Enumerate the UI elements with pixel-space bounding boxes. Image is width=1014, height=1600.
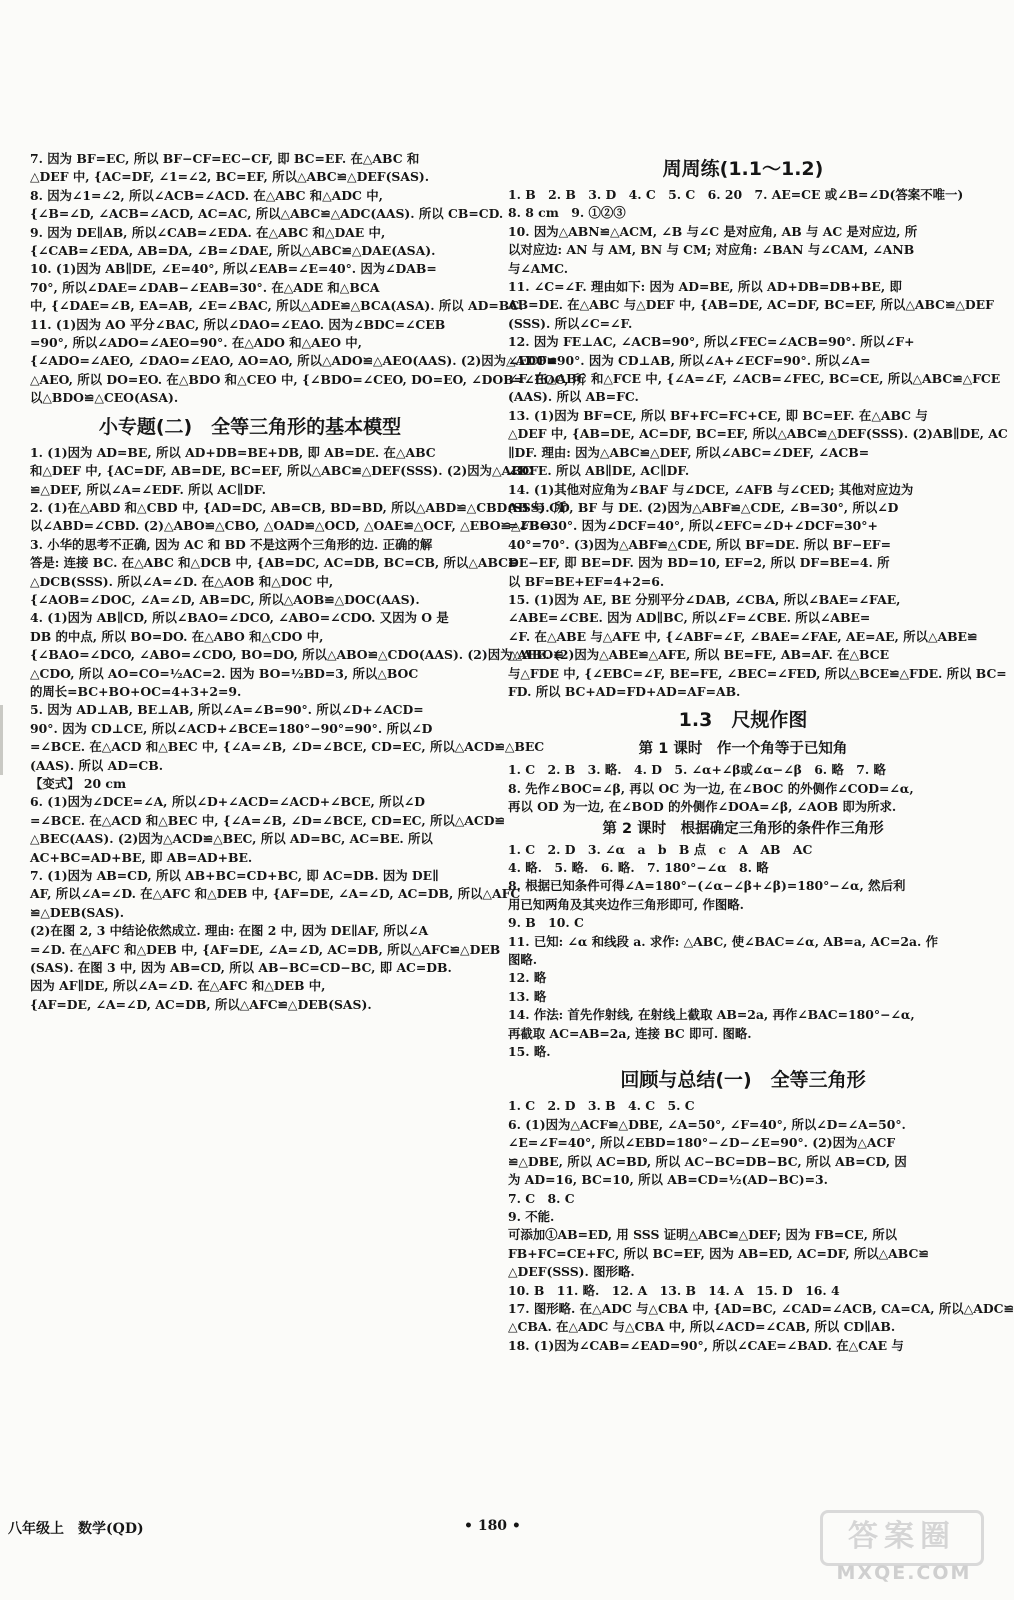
answer-line: 用已知两角及其夹边作三角形即可, 作图略. bbox=[508, 896, 744, 912]
answer-line: 以对应边: AN 与 AM, BN 与 CM; 对应角: ∠BAN 与∠CAM, ∠ANB bbox=[508, 242, 915, 258]
answer-line: 7. 因为 BF=EC, 所以 BF−CF=EC−CF, 即 BC=EF. 在△ABC 和 bbox=[30, 151, 420, 166]
watermark-url: MXQE.COM bbox=[836, 1562, 972, 1584]
answer-line: △DEF 中, {AC=DF, ∠1=∠2, BC=EF, 所以△ABC≌△DEF(SAS). bbox=[30, 169, 430, 185]
answer-line: 1. C 2. D 3. ∠α a b B 点 c A AB AC bbox=[508, 841, 813, 857]
answer-line: 因为 AF∥DE, 所以∠A=∠D. 在△AFC 和△DEB 中, bbox=[30, 978, 326, 994]
answer-line: 1. B 2. B 3. D 4. C 5. C 6. 20 7. AE=CE 或∠B=∠D(答案不唯一) bbox=[508, 187, 964, 202]
answer-line: =90°, 所以∠ADO=∠AEO=90°. 在△ADO 和△AEO 中, bbox=[30, 335, 362, 351]
answer-line: 8. 8 cm 9. ①②③ bbox=[508, 205, 626, 221]
answer-line: 10. (1)因为 AB∥DE, ∠E=40°, 所以∠EAB=∠E=40°. 因为∠DAB= bbox=[30, 261, 437, 277]
answer-line: 可添加①AB=ED, 用 SSS 证明△ABC≌△DEF; 因为 FB=CE, 所以 bbox=[508, 1227, 898, 1243]
subsection-heading: 第 1 课时 作一个角等于已知角 bbox=[638, 741, 848, 758]
answer-line: 5. 因为 AD⊥AB, BE⊥AB, 所以∠A=∠B=90°. 所以∠D+∠ACD= bbox=[30, 702, 424, 718]
answer-line: 图略. bbox=[508, 952, 538, 968]
answer-line: 1. C 2. D 3. B 4. C 5. C bbox=[508, 1098, 695, 1114]
answer-line: =∠D. 在△AFC 和△DEB 中, {AF=DE, ∠A=∠D, AC=DB, 所以△AFC≌△DEB bbox=[30, 941, 501, 957]
answer-line: (SSS). 所以∠C=∠F. bbox=[508, 315, 633, 331]
answer-line: 6. (1)因为∠DCE=∠A, 所以∠D+∠ACD=∠ACD+∠BCE, 所以∠D bbox=[30, 794, 425, 810]
answer-line: {AF=DE, ∠A=∠D, AC=DB, 所以△AFC≌△DEB(SAS). bbox=[30, 996, 372, 1012]
section-heading: 小专题(二) 全等三角形的基本模型 bbox=[98, 415, 402, 438]
answer-line: (AAS). 所以 AD=CB. bbox=[30, 757, 164, 773]
answer-line: 8. 因为∠1=∠2, 所以∠ACB=∠ACD. 在△ABC 和△ADC 中, bbox=[30, 187, 383, 203]
answer-line: △AEO, 所以 DO=EO. 在△BDO 和△CEO 中, {∠BDO=∠CEO, DO=EO, ∠DOB=∠EOC, 所 bbox=[30, 371, 586, 387]
answer-line: 13. (1)因为 BF=CE, 所以 BF+FC=FC+CE, 即 BC=EF. 在△ABC 与 bbox=[508, 407, 928, 423]
answer-line: 14. (1)其他对应角为∠BAF 与∠DCE, ∠AFB 与∠CED; 其他对应边为 bbox=[508, 481, 914, 497]
answer-line: {∠AOB=∠DOC, ∠A=∠D, AB=DC, 所以△AOB≌△DOC(AAS). bbox=[30, 591, 420, 607]
answer-line: 11. (1)因为 AO 平分∠BAC, 所以∠DAO=∠EAO. 因为∠BDC=∠CEB bbox=[30, 316, 446, 332]
answer-line: △CBA. 在△ADC 与△CBA 中, 所以∠ACD=∠CAB, 所以 CD∥AB. bbox=[508, 1319, 896, 1335]
answer-line: 11. ∠C=∠F. 理由如下: 因为 AD=BE, 所以 AD+DB=DB+BE, 即 bbox=[508, 279, 902, 295]
answer-line: ∠ABE=∠CBE. 因为 AD∥BC, 所以∠F=∠CBE. 所以∠ABE= bbox=[508, 610, 871, 626]
answer-line: 1. (1)因为 AD=BE, 所以 AD+DB=BE+DB, 即 AB=DE. 在△ABC bbox=[30, 444, 436, 460]
answer-line: 的周长=BC+BO+OC=4+3+2=9. bbox=[30, 683, 242, 699]
answer-line: △CDO, 所以 AO=CO=½AC=2. 因为 BO=½BD=3, 所以△BOC bbox=[30, 665, 419, 681]
answer-line: (SAS). 在图 3 中, 因为 AB=CD, 所以 AB−BC=CD−BC, 即 AC=DB. bbox=[30, 960, 452, 976]
answer-line: 与∠AMC. bbox=[508, 260, 569, 276]
answer-line: △DEF 中, {AB=DE, AC=DF, BC=EF, 所以△ABC≌△DEF(SSS). (2)AB∥DE, AC bbox=[508, 426, 1008, 442]
answer-line: 7. (1)因为 AB=CD, 所以 AB+BC=CD+BC, 即 AC=DB. 因为 DE∥ bbox=[30, 868, 439, 884]
answer-line: 13. 略 bbox=[508, 988, 547, 1004]
answer-line: AB 与 CD, BF 与 DE. (2)因为△ABF≌△CDE, ∠B=30°, 所以∠D bbox=[508, 499, 899, 515]
answer-line: 40°=70°. (3)因为△ABF≌△CDE, 所以 BF=DE. 所以 BF−EF= bbox=[508, 536, 891, 552]
answer-line: =∠BCE. 在△ACD 和△BEC 中, {∠A=∠B, ∠D=∠BCE, CD=EC, 所以△ACD≌ bbox=[30, 812, 505, 828]
answer-line: 12. 略 bbox=[508, 970, 547, 986]
answer-line: 答是: 连接 BC. 在△ABC 和△DCB 中, {AB=DC, AC=DB, BC=CB, 所以△ABC≌ bbox=[30, 555, 519, 571]
answer-line: (2)在图 2, 3 中结论依然成立. 理由: 在图 2 中, 因为 DE∥AF, 所以∠A bbox=[30, 923, 429, 939]
answer-line: 8. 根据已知条件可得∠A=180°−(∠α−∠β+∠β)=180°−∠α, 然后利 bbox=[508, 878, 906, 894]
answer-line: 4. (1)因为 AB∥CD, 所以∠BAO=∠DCO, ∠ABO=∠CDO. 又因为 O 是 bbox=[30, 610, 449, 626]
answer-line: 3. 小华的思考不正确, 因为 AC 和 BD 不是这两个三角形的边. 正确的解 bbox=[30, 536, 433, 552]
answer-line: ≌△DEF, 所以∠A=∠EDF. 所以 AC∥DF. bbox=[30, 481, 266, 497]
answer-line: =∠B=30°. 因为∠DCF=40°, 所以∠EFC=∠D+∠DCF=30°+ bbox=[508, 518, 878, 534]
answer-line: {∠ADO=∠AEO, ∠DAO=∠EAO, AO=AO, 所以△ADO≌△AEO(AAS). (2)因为△ADO≌ bbox=[30, 353, 558, 369]
answer-line: 9. 不能. bbox=[508, 1208, 555, 1224]
answer-line: 11. 已知: ∠α 和线段 a. 求作: △ABC, 使∠BAC=∠α, AB=a, AC=2a. 作 bbox=[508, 933, 938, 949]
answer-line: 7. C 8. C bbox=[508, 1190, 575, 1206]
answer-line: 和△DEF 中, {AC=DF, AB=DE, BC=EF, 所以△ABC≌△DEF(SSS). (2)因为△ABC bbox=[30, 463, 532, 479]
scan-edge-mark bbox=[0, 705, 3, 775]
answer-line: 再截取 AC=AB=2a, 连接 BC 即可. 图略. bbox=[508, 1025, 752, 1041]
page-number: • 180 • bbox=[464, 1518, 521, 1534]
watermark-logo bbox=[824, 1510, 984, 1586]
answer-line: 再以 OD 为一边, 在∠BOD 的外侧作∠DOA=∠β, ∠AOB 即为所求. bbox=[508, 799, 897, 815]
answer-line: ∠F. 在△ABC 和△FCE 中, {∠A=∠F, ∠ACB=∠FEC, BC=CE, 所以△ABC≌△FCE bbox=[508, 371, 1001, 387]
answer-line: 1. C 2. B 3. 略. 4. D 5. ∠α+∠β或∠α−∠β 6. 略 7. 略 bbox=[508, 762, 886, 778]
answer-line: 15. 略. bbox=[508, 1044, 551, 1060]
answer-line: ≌△DBE, 所以 AC=BD, 所以 AC−BC=DB−BC, 所以 AB=CD, 因 bbox=[508, 1153, 907, 1169]
answer-line: 与△FDE 中, {∠EBC=∠F, BE=FE, ∠BEC=∠FED, 所以△BCE≌△FDE. 所以 BC= bbox=[508, 665, 1007, 681]
answer-line: 12. 因为 FE⊥AC, ∠ACB=90°, 所以∠FEC=∠ACB=90°. 所以∠F+ bbox=[508, 334, 915, 350]
answer-line: FD. 所以 BC+AD=FD+AD=AF=AB. bbox=[508, 683, 741, 699]
answer-line: △DEF(SSS). 图形略. bbox=[508, 1264, 635, 1280]
answer-line: 10. 因为△ABN≌△ACM, ∠B 与∠C 是对应角, AB 与 AC 是对应边, 所 bbox=[508, 223, 918, 239]
answer-line: DE−EF, 即 BE=DF. 因为 BD=10, EF=2, 所以 DF=BE=4. 所 bbox=[508, 555, 890, 571]
answer-line: 4. 略. 5. 略. 6. 略. 7. 180°−∠α 8. 略 bbox=[508, 860, 769, 875]
answer-line: 18. (1)因为∠CAB=∠EAD=90°, 所以∠CAE=∠BAD. 在△CAE 与 bbox=[508, 1337, 904, 1353]
answer-line: 【变式】 20 cm bbox=[30, 776, 127, 791]
answer-line: 为 AD=16, BC=10, 所以 AB=CD=½(AD−BC)=3. bbox=[508, 1172, 828, 1188]
answer-line: AF, 所以∠A=∠D. 在△AFC 和△DEB 中, {AF=DE, ∠A=∠D, AC=DB, 所以△AFC bbox=[30, 886, 521, 902]
answer-line: 9. B 10. C bbox=[508, 915, 584, 931]
answer-line: ∥DF. 理由: 因为△ABC≌△DEF, 所以∠ABC=∠DEF, ∠ACB= bbox=[508, 444, 870, 460]
answer-line: 以 BF=BE+EF=4+2=6. bbox=[508, 573, 665, 589]
answer-line: {∠BAO=∠DCO, ∠ABO=∠CDO, BO=DO, 所以△ABO≌△CDO(AAS). (2)因为△ABO≌ bbox=[30, 647, 564, 663]
answer-line: 以△BDO≌△CEO(ASA). bbox=[30, 390, 179, 406]
answer-line: 90°. 因为 CD⊥CE, 所以∠ACD+∠BCE=180°−90°=90°. 所以∠D bbox=[30, 720, 433, 736]
answer-line: 10. B 11. 略. 12. A 13. B 14. A 15. D 16. 4 bbox=[508, 1282, 840, 1298]
answer-line: 14. 作法: 首先作射线, 在射线上截取 AB=2a, 再作∠BAC=180°−∠α, bbox=[508, 1007, 915, 1023]
answer-line: 70°, 所以∠DAE=∠DAB−∠EAB=30°. 在△ADE 和△BCA bbox=[30, 279, 380, 295]
section-heading: 周周练(1.1～1.2) bbox=[662, 158, 824, 180]
section-heading: 1.3 尺规作图 bbox=[678, 709, 808, 732]
answer-line: AC+BC=AD+BE, 即 AB=AD+BE. bbox=[30, 849, 253, 865]
answer-line: {∠CAB=∠EDA, AB=DA, ∠B=∠DAE, 所以△ABC≌△DAE(ASA). bbox=[30, 243, 436, 259]
subsection-heading: 第 2 课时 根据确定三角形的条件作三角形 bbox=[602, 820, 884, 837]
answer-line: 中, {∠DAE=∠B, EA=AB, ∠E=∠BAC, 所以△ADE≌△BCA(ASA). 所以 AD=BC. bbox=[30, 298, 524, 314]
footer-grade-subject: 八年级上 数学(QD) bbox=[8, 1521, 144, 1537]
section-heading: 回顾与总结(一) 全等三角形 bbox=[620, 1069, 866, 1092]
answer-line: 8. 先作∠BOC=∠β, 再以 OC 为一边, 在∠BOC 的外侧作∠COD=∠α, bbox=[508, 780, 914, 796]
answer-line: 以∠ABD=∠CBD. (2)△ABO≌△CBO, △OAD≌△OCD, △OAE≌△OCF, △EBO≌△FBO. bbox=[30, 518, 555, 534]
answer-line: △AFE. (2)因为△ABE≌△AFE, 所以 BE=FE, AB=AF. 在△BCE bbox=[508, 647, 890, 663]
answer-line: 9. 因为 DE∥AB, 所以∠CAB=∠EDA. 在△ABC 和△DAE 中, bbox=[30, 224, 386, 240]
answer-line: =∠BCE. 在△ACD 和△BEC 中, {∠A=∠B, ∠D=∠BCE, CD=EC, 所以△ACD≌△BEC bbox=[30, 739, 545, 755]
answer-line: (AAS). 所以 AB=FC. bbox=[508, 389, 639, 405]
answer-line: ≌△DEB(SAS). bbox=[30, 904, 125, 920]
answer-line: DB 的中点, 所以 BO=DO. 在△ABO 和△CDO 中, bbox=[30, 628, 324, 644]
answer-line: △DCB(SSS). 所以∠A=∠D. 在△AOB 和△DOC 中, bbox=[30, 573, 334, 589]
answer-line: {∠B=∠D, ∠ACB=∠ACD, AC=AC, 所以△ABC≌△ADC(AAS). 所以 CB=CD. bbox=[30, 206, 504, 222]
answer-line: FB+FC=CE+FC, 所以 BC=EF, 因为 AB=ED, AC=DF, 所以△ABC≌ bbox=[508, 1245, 929, 1261]
right-column bbox=[508, 150, 1014, 1355]
answer-line: ∠DFE. 所以 AB∥DE, AC∥DF. bbox=[508, 463, 690, 479]
answer-line: △BEC(AAS). (2)因为△ACD≌△BEC, 所以 AD=BC, AC=BE. 所以 bbox=[30, 831, 433, 847]
answer-line: ∠E=∠F=40°, 所以∠EBD=180°−∠D−∠E=90°. (2)因为△ACF bbox=[508, 1135, 896, 1151]
answer-line: 17. 图形略. 在△ADC 与△CBA 中, {AD=BC, ∠CAD=∠ACB, CA=CA, 所以△ADC≌ bbox=[508, 1300, 1014, 1316]
watermark-text: 答案圈 bbox=[820, 1510, 984, 1566]
answer-line: 2. (1)在△ABD 和△CBD 中, {AD=DC, AB=CB, BD=BD, 所以△ABD≌△CBD(SSS). 所 bbox=[30, 499, 567, 515]
answer-line: 15. (1)因为 AE, BE 分别平分∠DAB, ∠CBA, 所以∠BAE=∠FAE, bbox=[508, 591, 901, 607]
answer-line: ∠ECF=90°. 因为 CD⊥AB, 所以∠A+∠ECF=90°. 所以∠A= bbox=[508, 352, 871, 368]
answer-line: 6. (1)因为△ACF≌△DBE, ∠A=50°, ∠F=40°, 所以∠D=∠A=50°. bbox=[508, 1116, 906, 1132]
answer-line: ∠F. 在△ABE 与△AFE 中, {∠ABF=∠F, ∠BAE=∠FAE, AE=AE, 所以△ABE≌ bbox=[508, 628, 978, 644]
answer-line: AB=DE. 在△ABC 与△DEF 中, {AB=DE, AC=DF, BC=EF, 所以△ABC≌△DEF bbox=[508, 297, 994, 313]
